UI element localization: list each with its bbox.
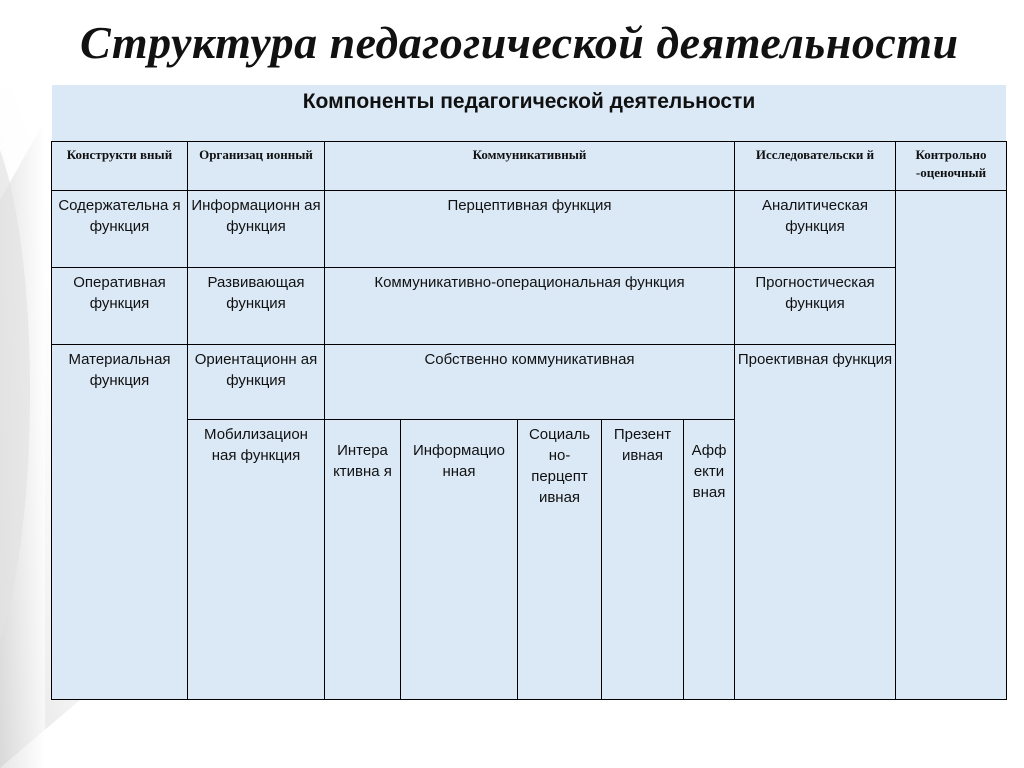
cell-projective-function: Проективная функция (734, 344, 896, 700)
table-heading: Компоненты педагогической деятельности (52, 85, 1006, 142)
cell-sub-interactive: Интера ктивна я (324, 419, 401, 700)
cell-sub-affective: Афф екти вная (683, 419, 735, 700)
cell-communicative-operational-function: Коммуникативно-операциональная функция (324, 267, 735, 345)
col-communicative: Коммуникативный (324, 141, 735, 191)
cell-proper-communicative: Собственно коммуникативная (324, 344, 735, 420)
cell-sub-presentive: Презент ивная (601, 419, 684, 700)
cell-perceptive-function: Перцептивная функция (324, 190, 735, 268)
slide-title: Структура педагогической деятельности (80, 17, 959, 68)
cell-prognostic-function: Прогностическая функция (734, 267, 896, 345)
cell-sub-socio-perceptive: Социаль но-перцепт ивная (517, 419, 602, 700)
col-constructive: Конструкти вный (51, 141, 188, 191)
cell-material-function: Материальная функция (51, 344, 188, 700)
cell-orientation-function: Ориентационн ая функция (187, 344, 325, 420)
cell-control-empty (895, 190, 1007, 700)
cell-operative-function: Оперативная функция (51, 267, 188, 345)
cell-analytic-function: Аналитическая функция (734, 190, 896, 268)
cell-mobilization-function: Мобилизацион ная функция (187, 419, 325, 700)
col-organizational: Организац ионный (187, 141, 325, 191)
col-control: Контрольно -оценочный (895, 141, 1007, 191)
cell-content-function: Содержательна я функция (51, 190, 188, 268)
col-research: Исследовательски й (734, 141, 896, 191)
cell-developing-function: Развивающая функция (187, 267, 325, 345)
cell-sub-informational: Информацио нная (400, 419, 518, 700)
cell-information-function: Информационн ая функция (187, 190, 325, 268)
